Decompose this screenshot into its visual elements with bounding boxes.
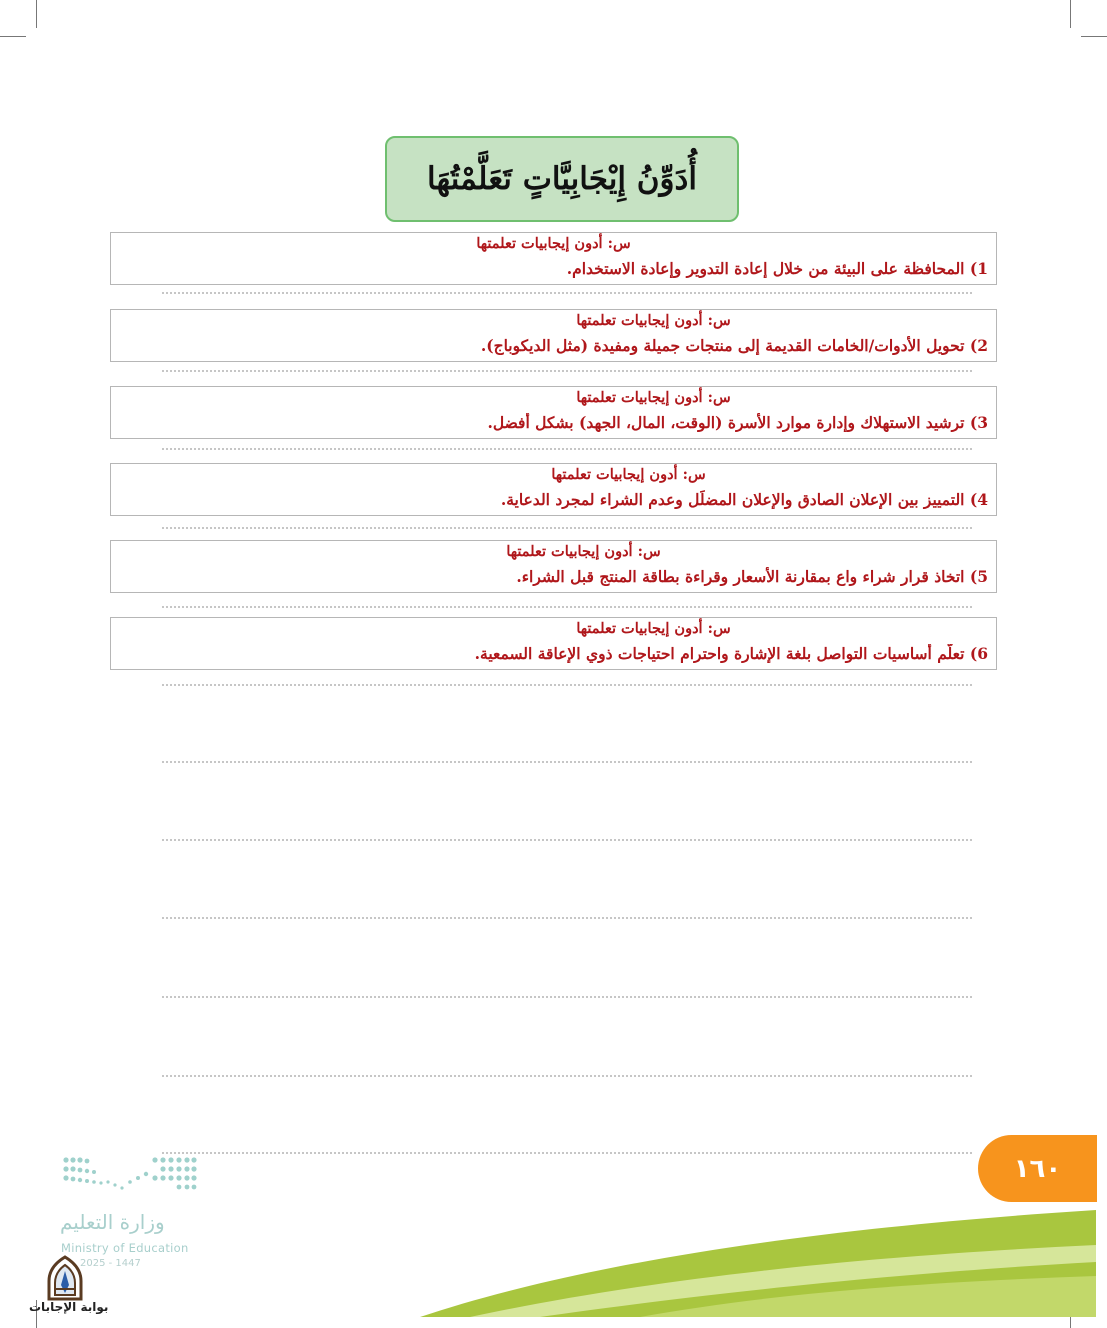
lantern-logo-icon	[43, 1255, 87, 1301]
ministry-name-ar: وزارة التعليم	[60, 1210, 165, 1234]
watermark-label: بوابة الإجابات	[29, 1300, 109, 1314]
answer-text: 1) المحافظة على البيئة من خلال إعادة التدوير وإعادة الاستخدام.	[566, 259, 988, 278]
question-label: س: أدون إيجابيات تعلمتها	[551, 466, 706, 483]
ministry-logo-icon	[60, 1152, 200, 1202]
question-label: س: أدون إيجابيات تعلمتها	[576, 312, 731, 329]
question-label: س: أدون إيجابيات تعلمتها	[576, 389, 731, 406]
question-label: س: أدون إيجابيات تعلمتها	[576, 620, 731, 637]
section-title: أُدَوِّنُ إِيْجَابِيَّاتٍ تَعَلَّمْتُهَا	[427, 161, 697, 197]
ministry-name-en: Ministry of Education	[61, 1241, 189, 1255]
page-number: ١٦٠	[978, 1135, 1097, 1202]
answer-text: 6) تعلّم أساسيات التواصل بلغة الإشارة واحترام احتياجات ذوي الإعاقة السمعية.	[474, 644, 988, 663]
answer-text: 3) ترشيد الاستهلاك وإدارة موارد الأسرة (الوقت، المال، الجهد) بشكل أفضل.	[487, 413, 988, 432]
question-label: س: أدون إيجابيات تعلمتها	[476, 235, 631, 252]
answer-text: 4) التمييز بين الإعلان الصادق والإعلان المضلِّل وعدم الشراء لمجرد الدعاية.	[500, 490, 988, 509]
ministry-year: 2025 - 1447	[80, 1258, 141, 1269]
question-label: س: أدون إيجابيات تعلمتها	[506, 543, 661, 560]
answer-text: 5) اتخاذ قرار شراء واعٍ بمقارنة الأسعار وقراءة بطاقة المنتج قبل الشراء.	[516, 567, 988, 586]
answer-text: 2) تحويل الأدوات/الخامات القديمة إلى منتجات جميلة ومفيدة (مثل الديكوباج).	[480, 336, 988, 355]
